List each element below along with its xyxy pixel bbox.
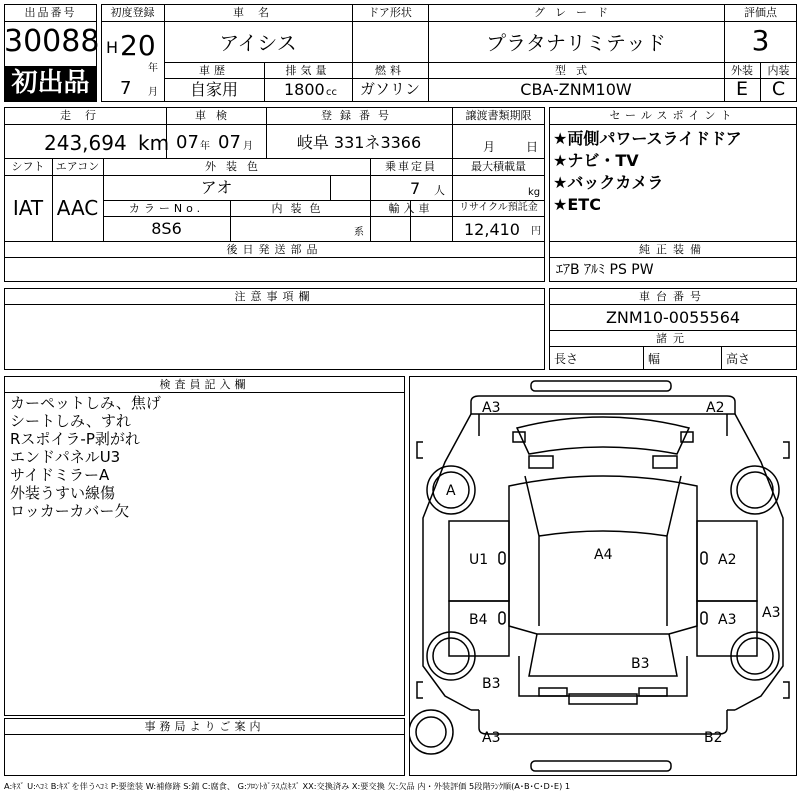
sales-point-item: ★ETC xyxy=(553,195,601,214)
damage-mark: U1 xyxy=(469,552,489,568)
genuine-value: ｴｱB ｱﾙﾐ PS PW xyxy=(556,262,654,278)
capacity-value: 7 xyxy=(410,179,421,198)
reg-year: 20 xyxy=(120,29,156,62)
later-parts-label: 後日発送部品 xyxy=(226,243,323,256)
ac-value: AAC xyxy=(56,196,99,220)
damage-mark: B3 xyxy=(482,676,501,692)
year-unit: 年 xyxy=(148,63,158,74)
int-color-label: 内装色 xyxy=(271,202,329,215)
damage-mark: B3 xyxy=(631,656,650,672)
int-color-suffix: 系 xyxy=(354,227,364,238)
exterior-grade-label: 外装 xyxy=(731,64,753,77)
interior-grade-label: 内装 xyxy=(767,64,790,77)
displacement-value: 1800 xyxy=(284,80,325,99)
capacity-label: 乗車定員 xyxy=(385,160,437,173)
damage-mark: B4 xyxy=(469,612,488,628)
ac-label: エアコン xyxy=(55,160,100,173)
transfer-day-unit: 日 xyxy=(526,140,539,154)
import-label: 輸入車 xyxy=(388,202,434,215)
max-load-unit: kg xyxy=(528,187,541,198)
ext-color-value: アオ xyxy=(200,178,233,197)
history-value: 自家用 xyxy=(189,80,238,99)
car-name-label: 車名 xyxy=(233,6,283,19)
chassis-label: 車台番号 xyxy=(639,290,707,303)
model-label: 型式 xyxy=(555,64,597,77)
legend-text: A:ｷｽﾞ U:ﾍｺﾐ B:ｷｽﾞを伴うﾍｺﾐ P:要塗装 W:補修跡 S:錆 C:腐食、 G:ﾌﾛﾝﾄｶﾞﾗｽ点ｷｽﾞ XX:交換済み X:要交換 欠:欠品 内・外装評価 5段階ﾗﾝｸ順(A･B･C･D･E) 1 xyxy=(4,781,571,791)
damage-mark: A2 xyxy=(706,400,725,416)
max-load-label: 最大積載量 xyxy=(471,160,526,173)
car-diagram xyxy=(409,376,797,776)
reg-no-value: 岐阜 331ネ3366 xyxy=(296,133,422,152)
ext-color-label: 外装色 xyxy=(205,160,268,173)
displacement-label: 排気量 xyxy=(285,64,331,77)
damage-mark: A4 xyxy=(594,547,613,563)
inspector-line: 外装うすい線傷 xyxy=(10,484,116,502)
inspector-label: 検査員記入欄 xyxy=(159,378,250,391)
door-label: ドア形状 xyxy=(368,6,412,19)
height-label: 高さ xyxy=(726,352,751,366)
score-label: 評価点 xyxy=(744,6,777,19)
sales-point-item: ★バックカメラ xyxy=(553,173,664,192)
mileage-label: 走行 xyxy=(60,109,110,122)
inspector-line: サイドミラーA xyxy=(10,466,110,484)
recycle-value: 12,410 xyxy=(464,220,520,239)
lot-number: 30088 xyxy=(4,24,100,59)
inspector-line: ロッカーカバー欠 xyxy=(10,502,130,520)
inspector-line: Rスポイラ-P剥がれ xyxy=(10,430,140,448)
fuel-value: ガソリン xyxy=(359,80,420,98)
damage-mark: B2 xyxy=(704,730,723,746)
month-unit: 月 xyxy=(148,87,158,98)
sales-point-item: ★両側パワースライドドア xyxy=(553,129,742,148)
first-listing-text: 初出品 xyxy=(11,68,90,98)
transfer-month-unit: 月 xyxy=(483,140,496,154)
shift-value: IAT xyxy=(12,196,44,220)
model-value: CBA-ZNM10W xyxy=(520,80,632,99)
recycle-unit: 円 xyxy=(531,226,541,237)
length-label: 長さ xyxy=(554,352,579,366)
reg-no-label: 登録番号 xyxy=(321,109,397,122)
color-no-value: 8S6 xyxy=(151,219,182,238)
reg-month: 7 xyxy=(120,78,132,99)
fuel-label: 燃料 xyxy=(375,64,405,77)
width-label: 幅 xyxy=(648,352,661,366)
damage-mark: A3 xyxy=(482,730,501,746)
inspection-year: 07 xyxy=(176,132,199,153)
chassis-number: ZNM10-0055564 xyxy=(605,308,741,327)
grade-label: グレード xyxy=(534,6,618,19)
interior-grade: C xyxy=(771,78,786,100)
car-name: アイシス xyxy=(219,31,297,55)
exterior-grade: E xyxy=(735,78,748,100)
recycle-label: リサイクル預託金 xyxy=(459,202,538,213)
era: H xyxy=(106,38,119,57)
genuine-label: 純正装備 xyxy=(639,243,707,256)
inspection-month-unit: 月 xyxy=(243,141,253,152)
damage-mark: A3 xyxy=(718,612,737,628)
sales-points-label: セールスポイント xyxy=(609,109,737,122)
inspection-month: 07 xyxy=(218,132,241,153)
inspection-year-unit: 年 xyxy=(200,141,210,152)
capacity-unit: 人 xyxy=(434,184,445,197)
grade-value: プラタナリミテッド xyxy=(486,31,666,55)
damage-mark: A3 xyxy=(762,605,781,621)
mileage-unit: km xyxy=(138,131,170,155)
sales-point-item: ★ナビ・TV xyxy=(553,151,639,170)
lot-no-label: 出品番号 xyxy=(24,6,77,19)
damage-mark: A2 xyxy=(718,552,737,568)
mileage-value: 243,694 xyxy=(44,131,127,155)
first-reg-label: 初度登録 xyxy=(110,6,155,19)
inspection-label: 車検 xyxy=(195,109,237,122)
color-no-label: カラーNo. xyxy=(128,202,205,215)
damage-mark: A3 xyxy=(482,400,501,416)
inspector-line: カーペットしみ、焦げ xyxy=(10,394,161,412)
score-value: 3 xyxy=(751,24,770,57)
shift-label: シフト xyxy=(11,160,45,173)
office-label: 事務局よりご案内 xyxy=(144,720,265,733)
transfer-label: 譲渡書類期限 xyxy=(465,109,532,122)
displacement-unit: cc xyxy=(326,87,337,98)
history-label: 車歴 xyxy=(199,64,229,77)
damage-mark: A xyxy=(446,483,456,499)
inspector-line: エンドパネルU3 xyxy=(10,448,121,466)
inspector-line: シートしみ、すれ xyxy=(10,412,131,430)
notes-label: 注意事項欄 xyxy=(234,290,315,303)
dims-label: 諸元 xyxy=(656,332,690,345)
